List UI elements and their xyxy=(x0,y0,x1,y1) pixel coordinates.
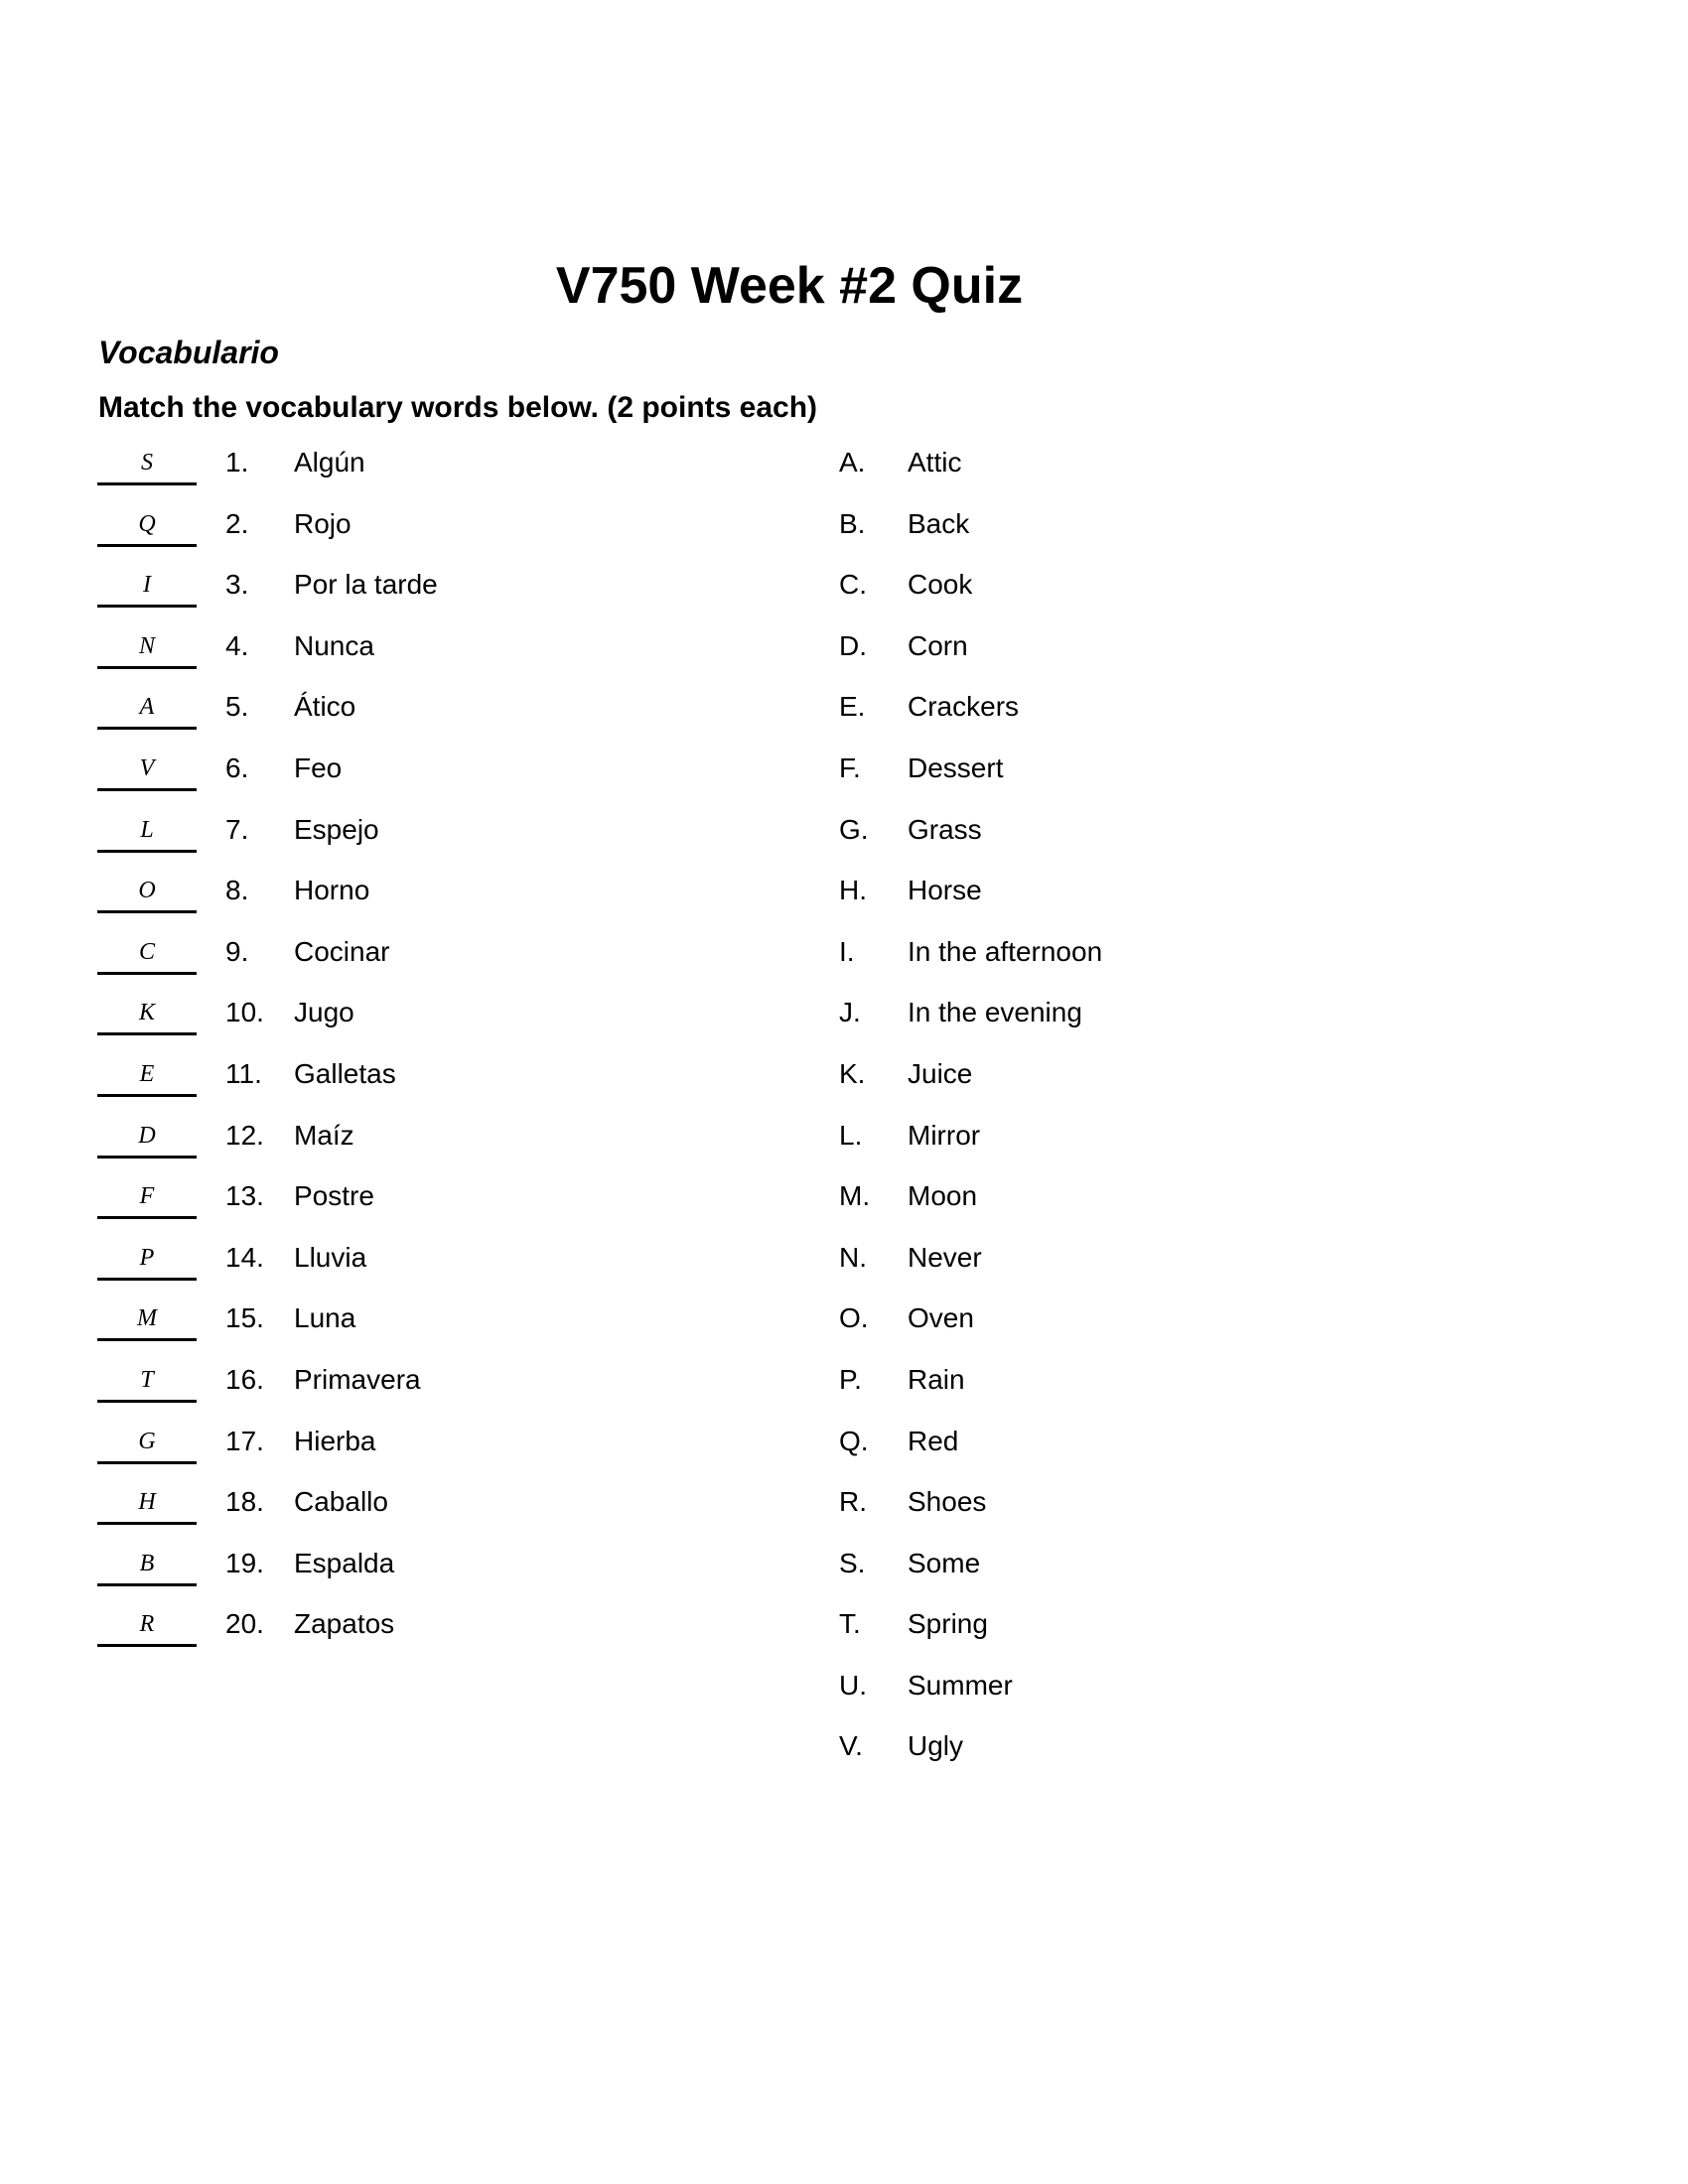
option-word: Summer xyxy=(908,1669,1013,1701)
option-row xyxy=(0,437,1688,498)
answer-blank[interactable]: H xyxy=(97,1482,197,1525)
question-number: 10. xyxy=(225,997,264,1028)
question-word: Luna xyxy=(294,1302,356,1334)
answer-blank[interactable]: G xyxy=(97,1422,197,1464)
option-letter: N. xyxy=(839,1241,867,1273)
option-row xyxy=(0,1598,1688,1660)
answer-blank[interactable]: O xyxy=(97,871,197,913)
answer-blank[interactable]: A xyxy=(97,687,197,730)
option-letter: D. xyxy=(839,629,867,661)
option-letter: O. xyxy=(839,1302,869,1334)
option-letter: I. xyxy=(839,935,855,967)
question-number: 20. xyxy=(225,1608,264,1640)
question-number: 19. xyxy=(225,1547,264,1578)
option-row xyxy=(0,804,1688,866)
option-letter: R. xyxy=(839,1486,867,1518)
question-number: 14. xyxy=(225,1241,264,1273)
option-row xyxy=(0,1660,1688,1721)
instructions: Match the vocabulary words below. (2 points each) xyxy=(98,391,818,424)
answer-blank[interactable]: K xyxy=(97,993,197,1035)
option-row xyxy=(0,743,1688,804)
option-word: Back xyxy=(908,507,970,539)
question-word: Caballo xyxy=(294,1486,388,1518)
option-word: Red xyxy=(908,1425,959,1456)
question-number: 3. xyxy=(225,569,249,601)
option-word: Dessert xyxy=(908,751,1004,783)
option-row xyxy=(0,1048,1688,1110)
question-number: 7. xyxy=(225,813,249,845)
answer-blank[interactable]: D xyxy=(97,1116,197,1159)
option-letter: V. xyxy=(839,1730,863,1762)
answer-blank[interactable]: V xyxy=(97,749,197,791)
answer-blank[interactable]: M xyxy=(97,1298,197,1341)
option-letter: K. xyxy=(839,1057,866,1089)
question-number: 2. xyxy=(225,507,249,539)
question-number: 1. xyxy=(225,447,249,478)
question-number: 13. xyxy=(225,1180,264,1212)
option-word: Moon xyxy=(908,1180,978,1212)
quiz-title: V750 Week #2 Quiz xyxy=(555,257,1024,315)
option-row xyxy=(0,498,1688,560)
question-word: Hierba xyxy=(294,1425,376,1456)
option-word: Shoes xyxy=(908,1486,987,1518)
option-word: Crackers xyxy=(908,691,1020,723)
option-letter: C. xyxy=(839,569,867,601)
answer-blank[interactable]: N xyxy=(97,626,197,669)
question-word: Por la tarde xyxy=(294,569,438,601)
option-row xyxy=(0,1110,1688,1171)
answer-blank[interactable]: B xyxy=(97,1544,197,1586)
option-word: Juice xyxy=(908,1057,973,1089)
question-word: Galletas xyxy=(294,1057,396,1089)
answer-blank[interactable]: L xyxy=(97,810,197,853)
option-word: Ugly xyxy=(908,1730,964,1762)
options-list xyxy=(0,437,1688,1782)
answer-blank[interactable]: C xyxy=(97,932,197,975)
question-word: Rojo xyxy=(294,507,352,539)
option-row xyxy=(0,1720,1688,1782)
option-letter: Q. xyxy=(839,1425,869,1456)
question-number: 16. xyxy=(225,1363,264,1395)
option-word: Corn xyxy=(908,629,968,661)
option-row xyxy=(0,1354,1688,1416)
question-number: 8. xyxy=(225,875,249,906)
question-number: 18. xyxy=(225,1486,264,1518)
option-letter: U. xyxy=(839,1669,867,1701)
option-word: In the afternoon xyxy=(908,935,1103,967)
option-letter: H. xyxy=(839,875,867,906)
answer-blank[interactable]: Q xyxy=(97,504,197,547)
question-number: 15. xyxy=(225,1302,264,1334)
answer-blank[interactable]: T xyxy=(97,1360,197,1403)
option-row xyxy=(0,865,1688,926)
option-row xyxy=(0,1538,1688,1599)
option-word: Rain xyxy=(908,1363,965,1395)
answer-blank[interactable]: R xyxy=(97,1604,197,1647)
answer-blank[interactable]: I xyxy=(97,565,197,608)
option-word: In the evening xyxy=(908,997,1082,1028)
option-letter: M. xyxy=(839,1180,871,1212)
question-word: Feo xyxy=(294,751,343,783)
option-row xyxy=(0,681,1688,743)
option-letter: G. xyxy=(839,813,869,845)
option-letter: S. xyxy=(839,1547,866,1578)
question-word: Cocinar xyxy=(294,935,390,967)
option-row xyxy=(0,926,1688,988)
option-row xyxy=(0,1416,1688,1477)
option-word: Never xyxy=(908,1241,982,1273)
question-number: 4. xyxy=(225,629,249,661)
answer-blank[interactable]: S xyxy=(97,443,197,485)
question-number: 5. xyxy=(225,691,249,723)
option-letter: E. xyxy=(839,691,866,723)
option-letter: J. xyxy=(839,997,861,1028)
question-number: 17. xyxy=(225,1425,264,1456)
option-row xyxy=(0,1170,1688,1232)
option-word: Grass xyxy=(908,813,982,845)
answer-blank[interactable]: P xyxy=(97,1238,197,1281)
option-word: Horse xyxy=(908,875,982,906)
answer-blank[interactable]: F xyxy=(97,1176,197,1219)
question-number: 6. xyxy=(225,751,249,783)
option-word: Oven xyxy=(908,1302,974,1334)
question-word: Horno xyxy=(294,875,370,906)
option-row xyxy=(0,1232,1688,1294)
option-row xyxy=(0,1293,1688,1354)
option-word: Some xyxy=(908,1547,981,1578)
option-row xyxy=(0,987,1688,1048)
section-heading: Vocabulario xyxy=(98,335,279,370)
question-word: Maíz xyxy=(294,1119,354,1151)
question-word: Jugo xyxy=(294,997,354,1028)
question-word: Zapatos xyxy=(294,1608,395,1640)
question-word: Algún xyxy=(294,447,365,478)
question-word: Ático xyxy=(294,691,356,723)
option-letter: A. xyxy=(839,447,866,478)
option-letter: L. xyxy=(839,1119,863,1151)
question-word: Postre xyxy=(294,1180,374,1212)
option-letter: B. xyxy=(839,507,866,539)
option-letter: F. xyxy=(839,751,861,783)
question-number: 11. xyxy=(225,1057,262,1089)
question-number: 9. xyxy=(225,935,249,967)
option-word: Mirror xyxy=(908,1119,981,1151)
question-word: Espalda xyxy=(294,1547,395,1578)
question-number: 12. xyxy=(225,1119,264,1151)
option-row xyxy=(0,620,1688,682)
question-word: Nunca xyxy=(294,629,374,661)
option-row xyxy=(0,1476,1688,1538)
question-word: Primavera xyxy=(294,1363,421,1395)
option-word: Cook xyxy=(908,569,973,601)
question-word: Espejo xyxy=(294,813,379,845)
option-letter: T. xyxy=(839,1608,861,1640)
option-row xyxy=(0,559,1688,620)
answer-blank[interactable]: E xyxy=(97,1054,197,1097)
option-letter: P. xyxy=(839,1363,862,1395)
option-word: Spring xyxy=(908,1608,988,1640)
option-word: Attic xyxy=(908,447,962,478)
question-word: Lluvia xyxy=(294,1241,367,1273)
